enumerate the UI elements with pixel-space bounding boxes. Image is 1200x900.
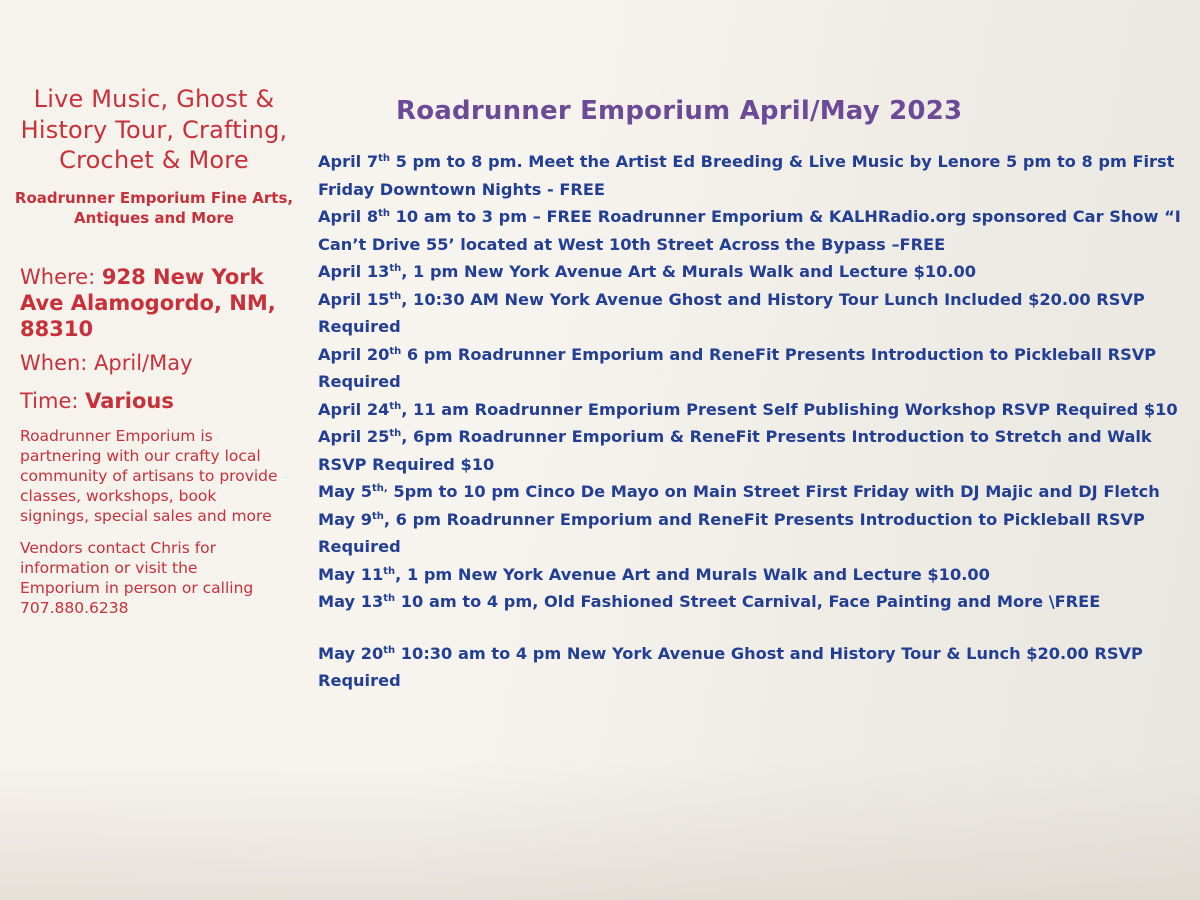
time-label: Time: [20,388,79,413]
event-item: April 15th, 10:30 AM New York Avenue Ghost and History Tour Lunch Included $20.00 RSVP Required [318,289,1145,336]
address: 928 New York Ave Alamogordo, NM, 88310 [20,264,276,341]
event-item: May 20th 10:30 am to 4 pm New York Avenue Ghost and History Tour & Lunch $20.00 RSVP Required [318,643,1143,690]
event-item: April 25th, 6pm Roadrunner Emporium & ReneFit Presents Introduction to Stretch and Walk RSVP Required $10 [318,427,1152,474]
where-label: Where: [20,264,96,289]
event-item: May 13th 10 am to 4 pm, Old Fashioned Street Carnival, Face Painting and More \FREE [318,592,1101,611]
partnership-blurb: Roadrunner Emporium is partnering with our crafty local community of artisans to provide classes, workshops, book signings, special sales and more [20,426,278,525]
headline: Live Music, Ghost & History Tour, Crafting, Crochet & More [20,85,288,174]
schedule-title: Roadrunner Emporium April/May 2023 [396,96,963,126]
time-value: Various [85,388,174,413]
time-info [20,388,294,414]
event-item: April 20th 6 pm Roadrunner Emporium and ReneFit Presents Introduction to Pickleball RSVP Required [318,344,1157,391]
left-column [14,84,294,630]
vendor-contact: Vendors contact Chris for information or visit the Emporium in person or calling 707.880.6238 [20,538,254,617]
event-item: April 24th, 11 am Roadrunner Emporium Present Self Publishing Workshop RSVP Required $10 [318,399,1178,419]
event-item: May 11th, 1 pm New York Avenue Art and Murals Walk and Lecture $10.00 [318,564,990,584]
event-item: May 9th, 6 pm Roadrunner Emporium and ReneFit Presents Introduction to Pickleball RSVP Required [318,509,1145,556]
event-list [318,148,1196,695]
where-info [20,264,294,342]
event-item: May $5^{th,}$ 5pm to 10 pm Cinco De Mayo on Main Street First Friday with DJ Majic and DJ Fletch [318,482,1160,501]
paper-shadow [0,760,1200,900]
event-item: April 8th 10 am to 3 pm – FREE Roadrunner Emporium & KALHRadio.org sponsored Car Show “I Can’t Drive 55’ located at West 10th Street Across the Bypass –FREE [318,207,1181,254]
event-item: April 13th, 1 pm New York Avenue Art & Murals Walk and Lecture $10.00 [318,262,977,281]
business-subhead: Roadrunner Emporium Fine Arts, Antiques and More [14,188,294,227]
when-info: When: April/May [20,350,193,375]
event-item: April 7th 5 pm to 8 pm. Meet the Artist Ed Breeding & Live Music by Lenore 5 pm to 8 pm First Friday Downtown Nights - FREE [318,152,1175,199]
